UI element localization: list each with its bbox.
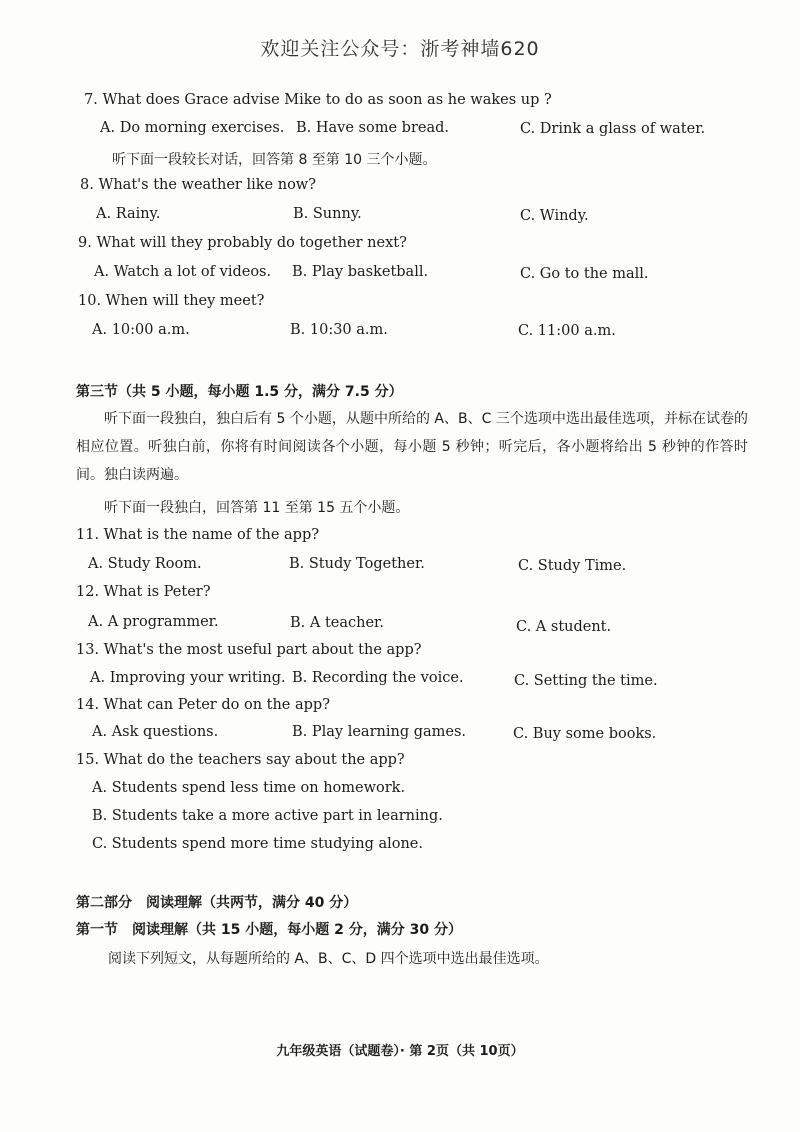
- q9-option-a: A. Watch a lot of videos.: [94, 264, 272, 280]
- q9-option-b: B. Play basketball.: [292, 264, 429, 280]
- page-header-watermark: 欢迎关注公众号：浙考神墙620: [260, 38, 540, 60]
- q11-option-b: B. Study Together.: [289, 556, 425, 572]
- q15-option-c: C. Students spend more time studying alone.: [92, 836, 424, 852]
- q7-option-c: C. Drink a glass of water.: [520, 121, 706, 137]
- q8-option-b: B. Sunny.: [293, 206, 362, 222]
- q13-option-a: A. Improving your writing.: [90, 670, 286, 686]
- q7-option-b: B. Have some bread.: [296, 120, 449, 136]
- q8-option-a: A. Rainy.: [96, 206, 161, 222]
- q13-option-b: B. Recording the voice.: [292, 670, 464, 686]
- q12-option-c: C. A student.: [516, 619, 612, 635]
- part2-section1-title: 第一节 阅读理解（共 15 小题，每小题 2 分，满分 30 分）: [76, 922, 462, 938]
- q11-option-c: C. Study Time.: [518, 558, 627, 574]
- question-9: 9. What will they probably do together next?: [78, 235, 407, 251]
- part2-instruction: 阅读下列短文，从每题所给的 A、B、C、D 四个选项中选出最佳选项。: [108, 951, 549, 967]
- page-footer: 九年级英语（试题卷）· 第 2页（共 10页）: [276, 1044, 524, 1059]
- q14-option-c: C. Buy some books.: [513, 726, 657, 742]
- question-8: 8. What's the weather like now?: [80, 177, 316, 193]
- q15-option-b: B. Students take a more active part in learning.: [92, 808, 443, 824]
- part2-title: 第二部分 阅读理解（共两节，满分 40 分）: [76, 895, 358, 911]
- question-7: 7. What does Grace advise Mike to do as soon as he wakes up ?: [84, 92, 552, 108]
- q7-option-a: A. Do morning exercises.: [100, 120, 285, 136]
- question-12: 12. What is Peter?: [76, 584, 211, 600]
- q14-option-a: A. Ask questions.: [92, 724, 219, 740]
- question-10: 10. When will they meet?: [78, 293, 265, 309]
- question-14: 14. What can Peter do on the app?: [76, 697, 330, 713]
- q14-option-b: B. Play learning games.: [292, 724, 467, 740]
- section3-title: 第三节（共 5 小题，每小题 1.5 分，满分 7.5 分）: [76, 384, 403, 400]
- section3-paragraph: 听下面一段独白，独白后有 5 个小题，从题中所给的 A、B、C 三个选项中选出最佳选项，并标在试卷的相应位置。听独白前，你将有时间阅读各个小题，每小题 5 秒钟；听完后，各小题将给出 5 秒钟的作答时间。独白读两遍。: [76, 411, 748, 483]
- section3-instruction: 听下面一段独白，回答第 11 至第 15 五个小题。: [104, 500, 410, 516]
- question-15: 15. What do the teachers say about the app?: [76, 752, 405, 768]
- q11-option-a: A. Study Room.: [88, 556, 202, 572]
- q12-option-b: B. A teacher.: [290, 615, 384, 631]
- q9-option-c: C. Go to the mall.: [520, 266, 649, 282]
- q13-option-c: C. Setting the time.: [514, 673, 658, 689]
- question-11: 11. What is the name of the app?: [76, 527, 320, 543]
- q15-option-a: A. Students spend less time on homework.: [92, 780, 406, 796]
- q10-option-b: B. 10:30 a.m.: [290, 322, 388, 338]
- dialog-instruction: 听下面一段较长对话，回答第 8 至第 10 三个小题。: [112, 152, 437, 168]
- q10-option-c: C. 11:00 a.m.: [518, 323, 616, 339]
- q10-option-a: A. 10:00 a.m.: [92, 322, 190, 338]
- question-13: 13. What's the most useful part about the app?: [76, 642, 422, 658]
- q8-option-c: C. Windy.: [520, 208, 589, 224]
- q12-option-a: A. A programmer.: [88, 614, 219, 630]
